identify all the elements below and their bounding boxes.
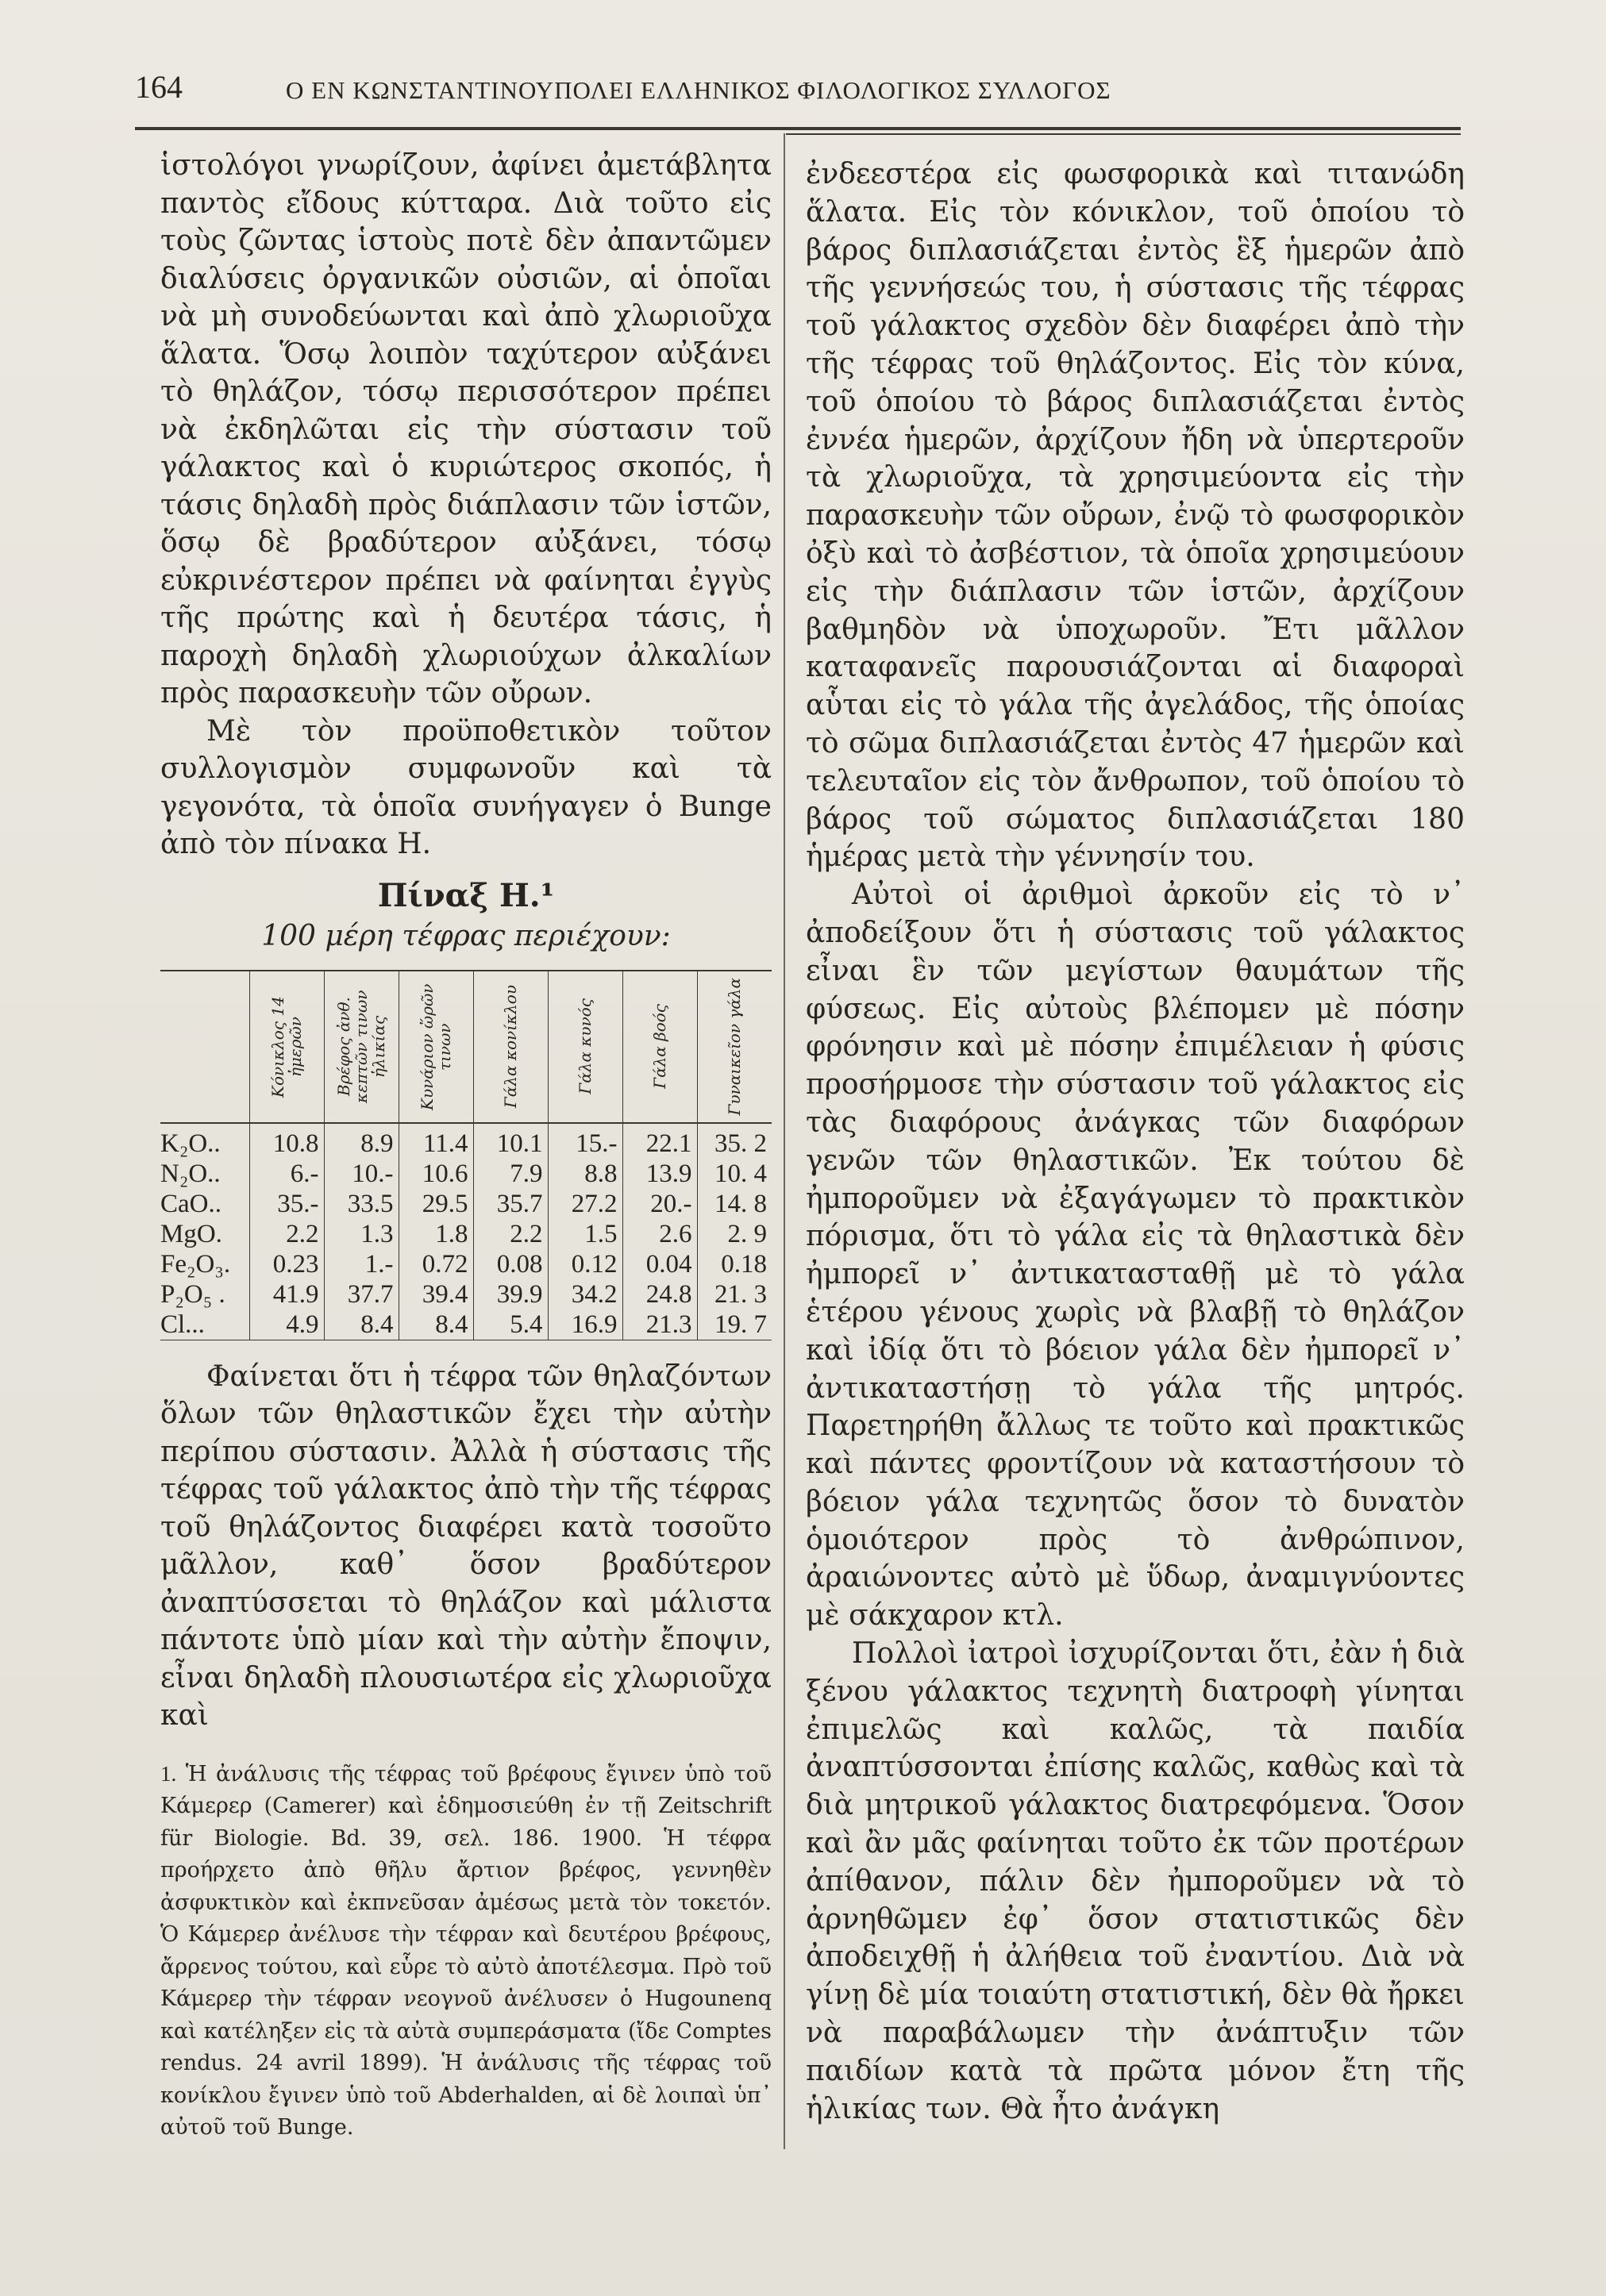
page-number: 164 [135, 69, 183, 105]
table-cell: 27.2 [548, 1189, 622, 1219]
left-paragraph-1: ἱστολόγοι γνωρίζουν, ἀφίνει ἀμετάβλητα παντὸς εἴδους κύτταρα. Διὰ τοῦτο εἰς τοὺς ζῶντας ἱστοὺς ποτὲ δὲν ἀπαντῶμεν διαλύσεις ὀργανικῶν οὐσιῶν, αἱ ὁποῖαι νὰ μὴ συνοδεύωνται καὶ ἀπὸ χλωριοῦχα ἅλατα. Ὅσῳ λοιπὸν ταχύτερον αὐξάνει τὸ θηλάζον, τόσῳ περισσότερον πρέπει νὰ ἐκδηλῶται εἰς τὴν σύστασιν τοῦ γάλακτος καὶ ὁ κυριώτερος σκοπός, ἡ τάσις δηλαδὴ πρὸς διάπλασιν τῶν ἱστῶν, ὅσῳ δὲ βραδύτερον αὐξάνει, τόσῳ εὐκρινέστερον πρέπει νὰ φαίνηται ἐγγὺς τῆς πρώτης καὶ ἡ δευτέρα τάσις, ἡ παροχὴ δηλαδὴ χλωριούχων ἀλκαλίων πρὸς παρασκευὴν τῶν οὔρων. [160, 149, 772, 710]
table-cell: 2.2 [473, 1219, 548, 1249]
page-header [135, 68, 1469, 116]
left-paragraph-2: Μὲ τὸν προϋποθετικὸν τοῦτον συλλογισμὸν συμφωνοῦν καὶ τὰ γεγονότα, τὰ ὁποῖα συνήγαγεν ὁ Bunge ἀπὸ τὸν πίνακα Η. [160, 714, 772, 860]
right-paragraph-1: ἐνδεεστέρα εἰς φωσφορικὰ καὶ τιτανώδη ἅλατα. Εἰς τὸν κόνικλον, τοῦ ὁποίου τὸ βάρος διπλασιάζεται ἐντὸς ἓξ ἡμερῶν ἀπὸ τῆς γεννήσεώς του, ἡ σύστασις τῆς τέφρας τοῦ γάλακτος σχεδὸν δὲν διαφέρει ἀπὸ τὴν τῆς τέφρας τοῦ θηλάζοντος. Εἰς τὸν κύνα, τοῦ ὁποίου τὸ βάρος διπλασιάζεται ἐντὸς ἐννέα ἡμερῶν, ἀρχίζουν ἤδη νὰ ὑπερτεροῦν τὰ χλωριοῦχα, τὰ χρησιμεύοντα εἰς τὴν παρασκευὴν τῶν οὔρων, ἐνῷ τὸ φωσφορικὸν ὀξὺ καὶ τὸ ἀσβέστιον, τὰ ὁποῖα χρησιμεύουν εἰς τὴν διάπλασιν τῶν ἱστῶν, ἀρχίζουν βαθμηδὸν νὰ ὑποχωροῦν. Ἔτι μᾶλλον καταφανεῖς παρουσιάζονται αἱ διαφοραὶ αὗται εἰς τὸ γάλα τῆς ἀγελάδος, τῆς ὁποίας τὸ σῶμα διπλασιάζεται ἐντὸς 47 ἡμερῶν καὶ τελευταῖον εἰς τὸν ἄνθρωπον, τοῦ ὁποίου τὸ βάρος τοῦ σώματος διπλασιάζεται 180 ἡμέρας μετὰ τὴν γέννησίν του. [806, 158, 1465, 874]
table-cell: 0.23 [249, 1249, 324, 1279]
table-cell: 21.3 [622, 1310, 697, 1340]
table-cell: 19. 7 [697, 1310, 772, 1340]
header-rule-secondary [786, 133, 1461, 135]
table-cell: 11.4 [399, 1123, 473, 1159]
table-cell: 29.5 [399, 1189, 473, 1219]
table-cell: 10. 4 [697, 1159, 772, 1189]
table-cell: 5.4 [473, 1310, 548, 1340]
table-row [160, 1249, 772, 1279]
right-paragraph-3: Πολλοὶ ἰατροὶ ἰσχυρίζονται ὅτι, ἐὰν ἡ διὰ ξένου γάλακτος τεχνητὴ διατροφὴ γίνηται ἐπιμελῶς καὶ καλῶς, τὰ παιδία ἀναπτύσσονται ἐπίσης καλῶς, καθὼς καὶ τὰ διὰ μητρικοῦ γάλακτος διατρεφόμενα. Ὅσον καὶ ἂν μᾶς φαίνηται τοῦτο ἐκ τῶν προτέρων ἀπίθανον, πάλιν δὲν ἠμποροῦμεν νὰ τὸ ἀρνηθῶμεν ἐφ᾽ ὅσον στατιστικῶς δὲν ἀποδειχθῇ ἡ ἀλήθεια τοῦ ἐναντίου. Διὰ νὰ γίνῃ δὲ μία τοιαύτη στατιστική, δὲν θὰ ἤρκει νὰ παραβάλωμεν τὴν ἀνάπτυξιν τῶν παιδίων κατὰ τὰ πρῶτα μόνον ἔτη τῆς ἡλικίας των. Θὰ ἦτο ἀνάγκη [806, 1637, 1465, 2125]
table-title: Πίναξ Η.¹ [377, 876, 555, 914]
column-header-label: Κόνικλος 14 ἡμερῶν [268, 995, 305, 1098]
table-row [160, 1279, 772, 1310]
table-cell: 35. 2 [697, 1123, 772, 1159]
left-column [160, 147, 772, 2144]
table-cell: 1.- [324, 1249, 399, 1279]
table-cell: 35.7 [473, 1189, 548, 1219]
table-cell: 0.18 [697, 1249, 772, 1279]
table-column-header [249, 971, 324, 1123]
table-cell: 21. 3 [697, 1279, 772, 1310]
column-header-label: Γάλα κυνός [576, 998, 595, 1094]
table-cell: 39.4 [399, 1279, 473, 1310]
table-cell: 1.5 [548, 1219, 622, 1249]
table-cell: 35.- [249, 1189, 324, 1219]
table-row [160, 1159, 772, 1189]
table-cell: 2.6 [622, 1219, 697, 1249]
table-cell: 6.- [249, 1159, 324, 1189]
row-label: Fe₂O₃. [160, 1249, 231, 1279]
table-cell: 13.9 [622, 1159, 697, 1189]
table-column-header [697, 971, 772, 1123]
column-header-label: Γάλα βοός [650, 1004, 669, 1089]
row-label: N₂O.. [160, 1159, 221, 1188]
table-cell: 16.9 [548, 1310, 622, 1340]
table-cell: 0.08 [473, 1249, 548, 1279]
column-divider [784, 133, 785, 2149]
table-cell: 8.9 [324, 1123, 399, 1159]
table-column-header [399, 971, 473, 1123]
table-cell: 10.1 [473, 1123, 548, 1159]
table-row [160, 1219, 772, 1249]
table-cell: 8.4 [324, 1310, 399, 1340]
table-cell: 4.9 [249, 1310, 324, 1340]
table-cell: 41.9 [249, 1279, 324, 1310]
table-cell: 10.- [324, 1159, 399, 1189]
table-subtitle: 100 μέρη τέφρας περιέχουν: [261, 919, 671, 952]
table-column-header [622, 971, 697, 1123]
row-label: MgO. [160, 1219, 222, 1248]
table-row [160, 1123, 772, 1159]
table-row [160, 1189, 772, 1219]
column-header-label: Γάλα κονίκλου [501, 984, 520, 1109]
right-column [806, 156, 1465, 2128]
table-column-header [324, 971, 399, 1123]
row-label: Cl... [160, 1310, 249, 1340]
table-column-header [473, 971, 548, 1123]
table-cell: 20.- [622, 1189, 697, 1219]
table-cell: 2.2 [249, 1219, 324, 1249]
column-header-label: Γυναικεῖον γάλα [725, 977, 745, 1116]
row-label: K₂O.. [160, 1129, 221, 1158]
row-label: P₂O₅ . [160, 1279, 225, 1309]
table-cell: 15.- [548, 1123, 622, 1159]
table-cell: 1.8 [399, 1219, 473, 1249]
ash-table-wrapper [160, 970, 772, 1340]
table-cell: 37.7 [324, 1279, 399, 1310]
table-cell: 2. 9 [697, 1219, 772, 1249]
footnote-text: Ἡ ἀνάλυσις τῆς τέφρας τοῦ βρέφους ἔγινεν ὑπὸ τοῦ Κάμερερ (Camerer) καὶ ἐδημοσιεύθη ἐν τῇ Zeitschrift für Biologie. Bd. 39, σελ. 186. 1900. Ἡ τέφρα προήρχετο ἀπὸ θῆλυ ἄρτιον βρέφος, γεννηθὲν ἀσφυκτικὸν καὶ ἐκπνεῦσαν ἀμέσως μετὰ τὸν τοκετόν. Ὁ Κάμερερ ἀνέλυσε τὴν τέφραν καὶ δευτέρου βρέφους, ἄρρενος τούτου, καὶ εὗρε τὸ αὐτὸ ἀποτέλεσμα. Πρὸ τοῦ Κάμερερ τὴν τέφραν νεογνοῦ ἀνέλυσεν ὁ Hugounenq καὶ κατέληξεν εἰς τὰ αὐτὰ συμπεράσματα (ἴδε Comptes rendus. 24 avril 1899). Ἡ ἀνάλυσις τῆς τέφρας τοῦ κονίκλου ἔγινεν ὑπὸ τοῦ Abderhalden, αἱ δὲ λοιπαὶ ὑπ᾽ αὐτοῦ τοῦ Bunge. [160, 1761, 772, 2140]
table-cell: 24.8 [622, 1279, 697, 1310]
table-cell: 14. 8 [697, 1189, 772, 1219]
table-column-header [548, 971, 622, 1123]
table-cell: 0.12 [548, 1249, 622, 1279]
ash-composition-table [160, 970, 772, 1340]
row-label: CaO.. [160, 1189, 221, 1218]
table-cell: 7.9 [473, 1159, 548, 1189]
table-cell: 0.04 [622, 1249, 697, 1279]
table-cell: 22.1 [622, 1123, 697, 1159]
table-cell: 10.8 [249, 1123, 324, 1159]
table-cell: 8.8 [548, 1159, 622, 1189]
table-cell: 8.4 [399, 1310, 473, 1340]
table-cell: 34.2 [548, 1279, 622, 1310]
table-header-corner [160, 971, 249, 1123]
table-cell: 10.6 [399, 1159, 473, 1189]
table-cell: 39.9 [473, 1279, 548, 1310]
left-paragraph-3: Φαίνεται ὅτι ἡ τέφρα τῶν θηλαζόντων ὅλων τῶν θηλαστικῶν ἔχει τὴν αὐτὴν περίπου σύστασιν. Ἀλλὰ ἡ σύστασις τῆς τέφρας τοῦ γάλακτος ἀπὸ τὴν τῆς τέφρας τοῦ θηλάζοντος διαφέρει κατὰ τοσοῦτο μᾶλλον, καθ᾽ ὅσον βραδύτερον ἀναπτύσσεται τὸ θηλάζον καὶ μάλιστα πάντοτε ὑπὸ μίαν καὶ τὴν αὐτὴν ἔποψιν, εἶναι δηλαδὴ πλουσιωτέρα εἰς χλωριοῦχα καὶ [160, 1360, 772, 1732]
right-paragraph-2: Αὐτοὶ οἱ ἀριθμοὶ ἀρκοῦν εἰς τὸ ν᾽ ἀποδείξουν ὅτι ἡ σύστασις τοῦ γάλακτος εἶναι ἓν τῶν μεγίστων θαυμάτων τῆς φύσεως. Εἰς αὐτοὺς βλέπομεν μὲ πόσην φρόνησιν καὶ μὲ πόσην ἐπιμέλειαν ἡ φύσις προσήρμοσε τὴν σύστασιν τοῦ γάλακτος εἰς τὰς διαφόρους ἀνάγκας τῶν διαφόρων γενῶν τῶν θηλαστικῶν. Ἐκ τούτου δὲ ἠμποροῦμεν νὰ ἐξαγάγωμεν τὸ πρακτικὸν πόρισμα, ὅτι τὸ γάλα εἰς τὰ θηλαστικὰ δὲν ἠμπορεῖ ν᾽ ἀντικατασταθῇ μὲ τὸ γάλα ἑτέρου γένους χωρὶς νὰ βλαβῇ τὸ θηλάζον καὶ ἰδίᾳ ὅτι τὸ βόειον γάλα δὲν ἠμπορεῖ ν᾽ ἀντικαταστήσῃ τὸ γάλα τῆς μητρός. Παρετηρήθη ἄλλως τε τοῦτο καὶ πρακτικῶς καὶ πάντες φροντίζουν νὰ καταστήσουν τὸ βόειον γάλα τεχνητῶς ὅσον τὸ δυνατὸν ὁμοιότερον πρὸς τὸ ἀνθρώπινον, ἀραιώνοντες αὐτὸ μὲ ὕδωρ, ἀναμιγνύοντες μὲ σάκχαρον κτλ. [806, 879, 1465, 1633]
running-title: Ο ΕΝ ΚΩΝΣΤΑΝΤΙΝΟΥΠΟΛΕΙ ΕΛΛΗΝΙΚΟΣ ΦΙΛΟΛΟΓΙΚΟΣ ΣΥΛΛΟΓΟΣ [286, 76, 1111, 104]
column-header-label: Βρέφος ἀνθ. κεπτῶν τινων ἡλικίας [334, 990, 388, 1103]
header-rule [135, 127, 1461, 130]
footnote [160, 1757, 772, 2144]
table-header-row [160, 971, 772, 1123]
table-cell: 33.5 [324, 1189, 399, 1219]
table-cell: 0.72 [399, 1249, 473, 1279]
table-row [160, 1310, 772, 1340]
table-cell: 1.3 [324, 1219, 399, 1249]
column-header-label: Κυνάριον ὥρῶν τινων [418, 983, 454, 1110]
footnote-number: 1. [160, 1761, 177, 1786]
